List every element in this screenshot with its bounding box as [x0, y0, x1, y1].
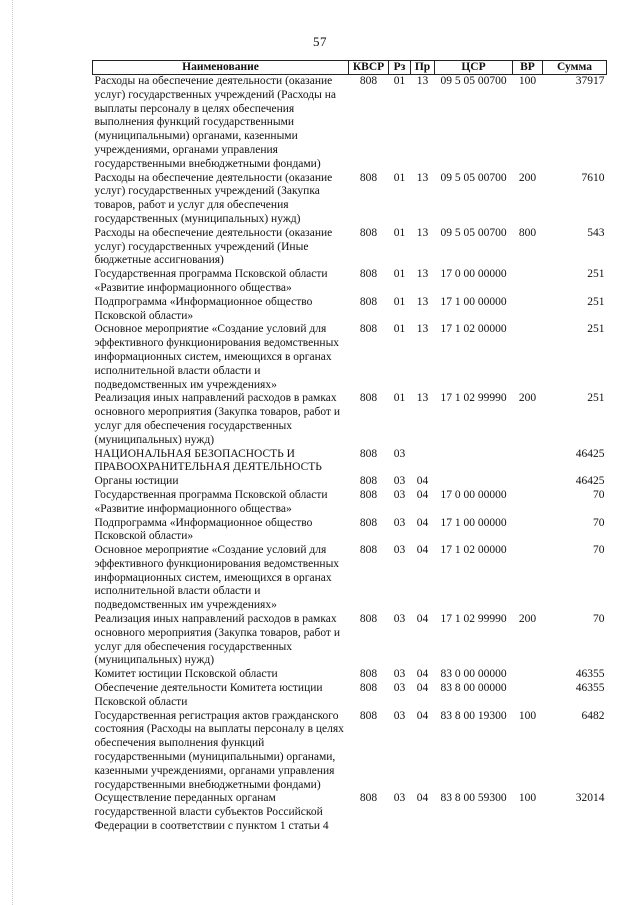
header-vr: ВР: [513, 61, 543, 75]
cell-kvsr: 808: [359, 475, 378, 488]
cell-vr: [513, 682, 543, 710]
cell-csr: 83 8 00 19300: [440, 709, 507, 722]
cell-rz: 01: [393, 171, 406, 184]
cell-name: Государственная программа Псковской области «Развитие информационного общества»: [94, 488, 328, 515]
cell-name: Государственная регистрация актов гражданского состояния (Расходы на выплаты персоналу в целях обеспечения выполнения функций государственными (муниципальными) органами, казенными учреждениями, органами управления государственными внебюджетными фондами): [94, 709, 344, 791]
cell-vr: [513, 448, 543, 476]
table-row: [93, 296, 607, 324]
cell-name: Органы юстиции: [94, 475, 179, 488]
cell-pr: 04: [416, 709, 429, 722]
cell-pr: [411, 448, 435, 476]
cell-vr: [513, 489, 543, 517]
header-kvsr: КВСР: [349, 61, 389, 75]
cell-name: Реализация иных направлений расходов в рамках основного мероприятия (Закупка товаров, работ и услуг для обеспечения государственных (муниципальных) нужд): [94, 392, 340, 446]
cell-pr: 04: [416, 488, 429, 501]
cell-kvsr: 808: [359, 295, 378, 308]
cell-kvsr: 808: [359, 75, 378, 87]
cell-vr: 200: [518, 613, 537, 626]
cell-name: Комитет юстиции Псковской области: [94, 668, 278, 681]
cell-csr: 17 1 02 00000: [440, 323, 507, 336]
cell-csr: 83 0 00 00000: [440, 668, 507, 681]
cell-kvsr: 808: [359, 268, 378, 281]
cell-kvsr: 808: [359, 323, 378, 336]
cell-rz: 03: [393, 668, 406, 681]
cell-sum: 46355: [575, 682, 605, 695]
scan-edge-mark: [12, 0, 14, 905]
cell-pr: 13: [416, 226, 429, 239]
cell-csr: 83 8 00 00000: [440, 682, 507, 695]
cell-rz: 03: [393, 488, 406, 501]
cell-pr: 13: [416, 171, 429, 184]
cell-csr: 17 1 02 99990: [440, 613, 507, 626]
cell-vr: [513, 323, 543, 392]
cell-rz: 03: [393, 709, 406, 722]
cell-rz: 01: [393, 75, 406, 87]
cell-vr: 100: [518, 792, 537, 805]
cell-rz: 01: [393, 323, 406, 336]
cell-name: НАЦИОНАЛЬНАЯ БЕЗОПАСНОСТЬ И ПРАВООХРАНИТЕЛЬНАЯ ДЕЯТЕЛЬНОСТЬ: [94, 447, 322, 474]
cell-csr: 17 1 02 00000: [440, 544, 507, 557]
table-row: [93, 668, 607, 682]
cell-csr: 17 1 00 00000: [440, 295, 507, 308]
cell-kvsr: 808: [359, 171, 378, 184]
cell-sum: 46355: [575, 668, 605, 681]
cell-name: Расходы на обеспечение деятельности (оказание услуг) государственных учреждений (Закупка товаров, работ и услуг для обеспечения государственных (муниципальных) нужд): [94, 171, 333, 225]
cell-vr: 100: [518, 709, 537, 722]
cell-name: Реализация иных направлений расходов в рамках основного мероприятия (Закупка товаров, работ и услуг для обеспечения государственных (муниципальных) нужд): [94, 613, 340, 667]
cell-vr: 200: [518, 392, 537, 405]
cell-pr: 13: [416, 392, 429, 405]
cell-rz: 03: [393, 475, 406, 488]
table-row: [93, 392, 607, 447]
cell-sum: 70: [593, 488, 605, 501]
table-header-row: [93, 61, 607, 75]
header-pr: Пр: [411, 61, 435, 75]
cell-rz: 03: [393, 516, 406, 529]
cell-vr: [513, 544, 543, 613]
cell-sum: 251: [587, 295, 605, 308]
table-row: [93, 268, 607, 296]
cell-vr: 100: [518, 75, 537, 87]
cell-pr: 04: [416, 682, 429, 695]
cell-csr: 17 1 00 00000: [440, 516, 507, 529]
cell-kvsr: 808: [359, 447, 378, 460]
cell-vr: [513, 475, 543, 489]
cell-pr: 04: [416, 792, 429, 805]
page-number: 57: [313, 34, 327, 49]
cell-kvsr: 808: [359, 488, 378, 501]
table-row: [93, 613, 607, 668]
cell-vr: [513, 296, 543, 324]
header-csr: ЦСР: [435, 61, 513, 75]
cell-vr: 800: [518, 226, 537, 239]
cell-sum: 70: [593, 613, 605, 626]
header-sum: Сумма: [543, 61, 607, 75]
cell-csr: 09 5 05 00700: [440, 226, 507, 239]
cell-csr: [435, 448, 513, 476]
table-row: [93, 682, 607, 710]
cell-name: Основное мероприятие «Создание условий для эффективного функционирования ведомственных информационных систем, имеющихся в органах исполнительной власти области и подведомственных им учреждениях»: [94, 544, 340, 612]
cell-pr: 04: [416, 668, 429, 681]
cell-sum: 6482: [581, 709, 605, 722]
table-row: [93, 710, 607, 793]
cell-sum: 46425: [575, 475, 605, 488]
cell-rz: 03: [393, 682, 406, 695]
cell-name: Расходы на обеспечение деятельности (оказание услуг) государственных учреждений (Расходы на выплаты персоналу в целях обеспечения выполнения функций государственными (муниципальными) органами, казенными учреждениями, органами управления государственными внебюджетными фондами): [94, 75, 337, 170]
cell-name: Основное мероприятие «Создание условий для эффективного функционирования ведомственных информационных систем, имеющихся в органах исполнительной власти области и подведомственных им учреждениях»: [94, 323, 340, 391]
cell-csr: 09 5 05 00700: [440, 171, 507, 184]
cell-rz: 03: [393, 613, 406, 626]
cell-rz: 03: [393, 544, 406, 557]
cell-kvsr: 808: [359, 613, 378, 626]
cell-sum: 37917: [575, 75, 605, 87]
cell-sum: 251: [587, 392, 605, 405]
cell-name: Государственная программа Псковской области «Развитие информационного общества»: [94, 268, 328, 294]
cell-kvsr: 808: [359, 516, 378, 529]
cell-kvsr: 808: [359, 392, 378, 405]
cell-vr: 200: [518, 171, 537, 184]
table-row: [93, 544, 607, 613]
cell-kvsr: 808: [359, 226, 378, 239]
budget-table: [92, 60, 607, 834]
table-body: [93, 75, 607, 834]
cell-kvsr: 808: [359, 668, 378, 681]
cell-pr: 13: [416, 268, 429, 281]
header-rz: Рз: [389, 61, 411, 75]
table-row: [93, 75, 607, 172]
table-row: [93, 792, 607, 833]
cell-csr: 17 0 00 00000: [440, 268, 507, 281]
header-name: Наименование: [93, 61, 349, 75]
cell-kvsr: 808: [359, 792, 378, 805]
cell-csr: 17 1 02 99990: [440, 392, 507, 405]
table-row: [93, 448, 607, 476]
table-row: [93, 227, 607, 268]
cell-name: Подпрограмма «Информационное общество Псковской области»: [94, 516, 313, 543]
cell-pr: 04: [416, 613, 429, 626]
cell-vr: [513, 517, 543, 545]
cell-pr: 04: [416, 544, 429, 557]
cell-kvsr: 808: [359, 709, 378, 722]
cell-rz: 03: [393, 792, 406, 805]
cell-csr: [435, 475, 513, 489]
cell-csr: 17 0 00 00000: [440, 488, 507, 501]
cell-sum: 251: [587, 268, 605, 281]
table-row: [93, 517, 607, 545]
cell-sum: 70: [593, 516, 605, 529]
cell-sum: 7610: [581, 171, 605, 184]
cell-name: Осуществление переданных органам государственной власти субъектов Российской Федерации в соответствии с пунктом 1 статьи 4: [94, 792, 329, 833]
cell-sum: 251: [587, 323, 605, 336]
table-row: [93, 323, 607, 392]
cell-pr: 13: [416, 295, 429, 308]
cell-rz: 01: [393, 295, 406, 308]
cell-kvsr: 808: [359, 682, 378, 695]
table-row: [93, 489, 607, 517]
cell-vr: [513, 668, 543, 682]
cell-pr: 13: [416, 75, 429, 87]
cell-kvsr: 808: [359, 544, 378, 557]
table-row: [93, 475, 607, 489]
cell-csr: 09 5 05 00700: [440, 75, 507, 87]
cell-sum: 46425: [575, 447, 605, 460]
cell-vr: [513, 268, 543, 296]
cell-pr: 04: [416, 516, 429, 529]
cell-pr: 13: [416, 323, 429, 336]
cell-rz: 01: [393, 226, 406, 239]
table-row: [93, 172, 607, 227]
cell-rz: 03: [393, 447, 406, 460]
cell-rz: 01: [393, 392, 406, 405]
cell-sum: 543: [587, 226, 605, 239]
cell-pr: 04: [416, 475, 429, 488]
cell-sum: 32014: [575, 792, 605, 805]
cell-rz: 01: [393, 268, 406, 281]
cell-name: Подпрограмма «Информационное общество Псковской области»: [94, 295, 313, 322]
cell-csr: 83 8 00 59300: [440, 792, 507, 805]
cell-name: Расходы на обеспечение деятельности (оказание услуг) государственных учреждений (Иные бюджетные ассигнования): [94, 226, 333, 267]
cell-name: Обеспечение деятельности Комитета юстиции Псковской области: [94, 682, 323, 708]
cell-sum: 70: [593, 544, 605, 557]
